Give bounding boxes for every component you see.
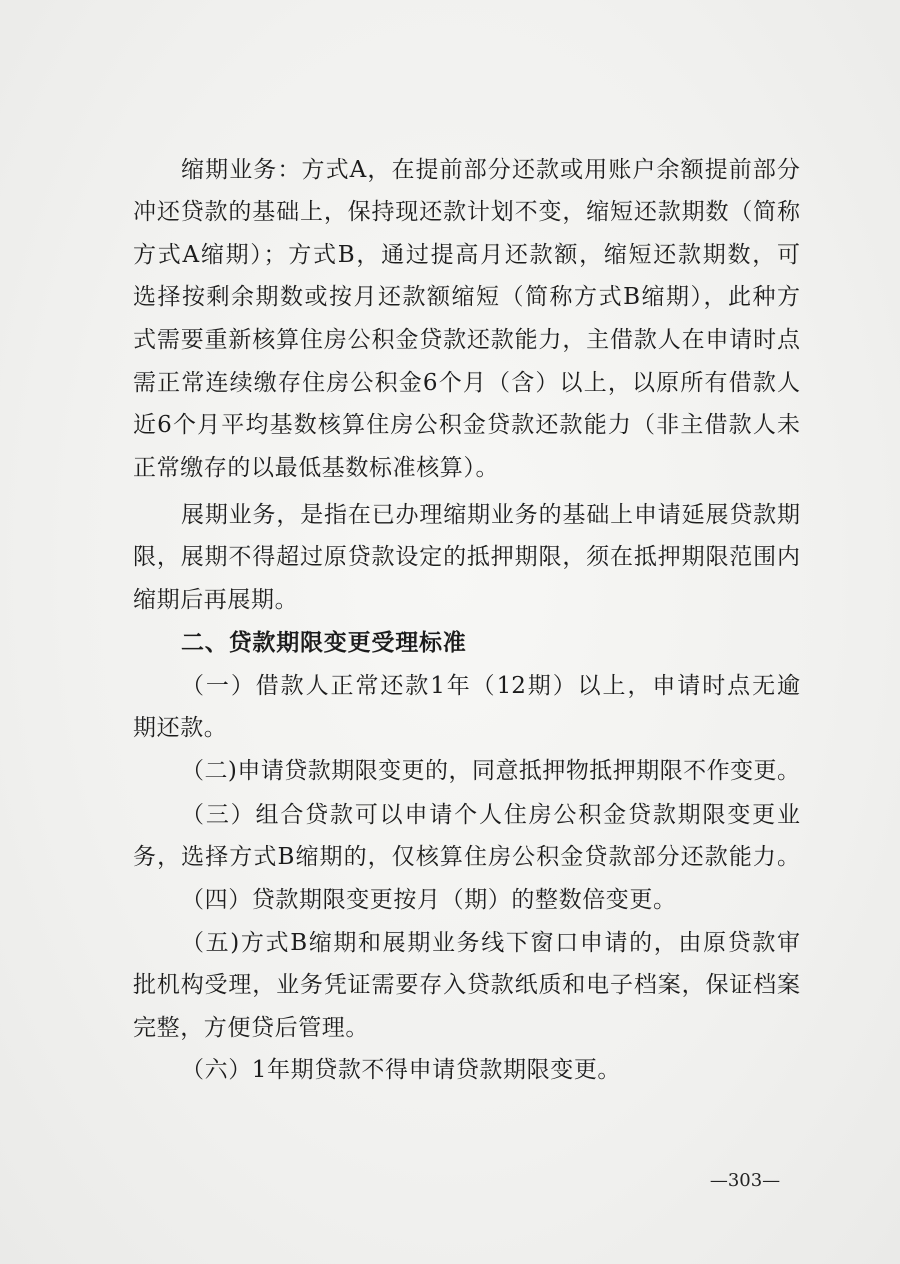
paragraph-2-line-1: 展期业务，是指在已办理缩期业务的基础上申请延展贷款期 [181, 502, 800, 528]
item-1-line-1: （一）借款人正常还款1年（12期）以上，申请时点无逾 [181, 673, 800, 699]
item-2-line-1: （二)申请贷款期限变更的，同意抵押物抵押期限不作变更。 [181, 758, 800, 784]
paragraph-1-line-7: 近6个月平均基数核算住房公积金贷款还款能力（非主借款人未 [133, 412, 800, 438]
paragraph-2-line-2: 限，展期不得超过原贷款设定的抵押期限，须在抵押期限范围内 [133, 544, 800, 570]
item-4-line-1: （四）贷款期限变更按月（期）的整数倍变更。 [181, 887, 677, 913]
item-6-line-1: （六）1年期贷款不得申请贷款期限变更。 [181, 1057, 622, 1083]
item-3-line-1: （三）组合贷款可以申请个人住房公积金贷款期限变更业 [181, 802, 800, 828]
paragraph-1-line-1: 缩期业务：方式A，在提前部分还款或用账户余额提前部分 [181, 157, 800, 183]
page-number: —303— [709, 1170, 781, 1191]
item-3-line-2: 务，选择方式B缩期的，仅核算住房公积金贷款部分还款能力。 [133, 844, 800, 870]
paragraph-1-line-3: 方式A缩期）；方式B，通过提高月还款额，缩短还款期数，可 [133, 242, 800, 268]
item-5-line-2: 批机构受理，业务凭证需要存入贷款纸质和电子档案，保证档案 [133, 972, 800, 998]
section-heading: 二、贷款期限变更受理标准 [181, 630, 467, 656]
paragraph-1-line-5: 式需要重新核算住房公积金贷款还款能力，主借款人在申请时点 [133, 327, 800, 353]
paragraph-1-line-8: 正常缴存的以最低基数标准核算）。 [133, 455, 500, 481]
item-5-line-1: （五)方式B缩期和展期业务线下窗口申请的，由原贷款审 [181, 930, 800, 956]
item-1-line-2: 期还款。 [133, 715, 228, 741]
paragraph-2-line-3: 缩期后再展期。 [133, 587, 299, 613]
paragraph-1-line-6: 需正常连续缴存住房公积金6个月（含）以上，以原所有借款人 [133, 370, 800, 396]
paragraph-1-line-2: 冲还贷款的基础上，保持现还款计划不变，缩短还款期数（简称 [133, 199, 800, 225]
item-5-line-3: 完整，方便贷后管理。 [133, 1015, 369, 1041]
paragraph-1-line-4: 选择按剩余期数或按月还款额缩短（简称方式B缩期），此种方 [133, 284, 800, 310]
